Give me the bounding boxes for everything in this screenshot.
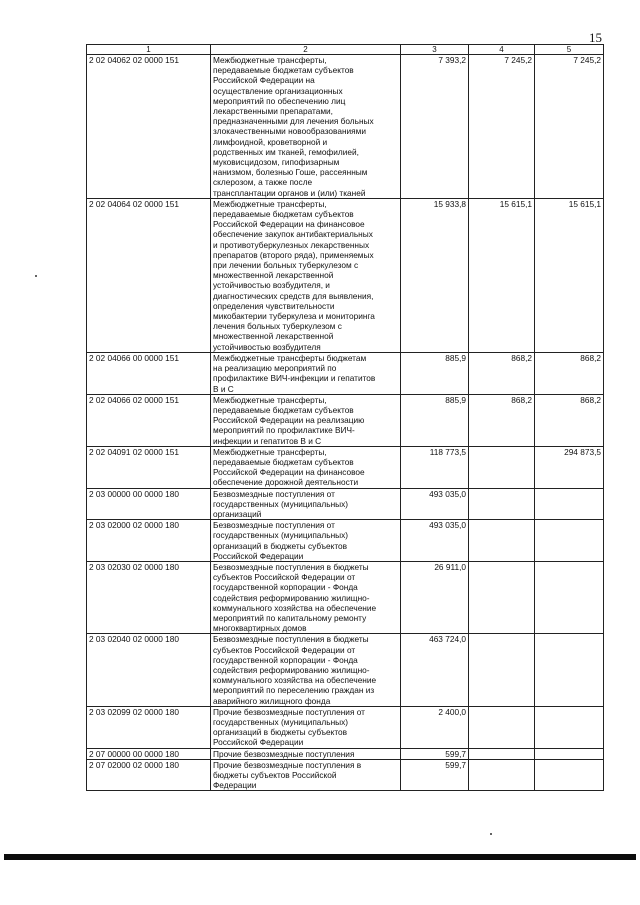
value-col5-cell [535,634,604,706]
table-row [87,748,604,759]
table-row [87,706,604,748]
budget-code-cell: 2 03 00000 00 0000 180 [87,488,211,520]
table-body [87,55,604,791]
table-row [87,759,604,791]
value-col4-cell [469,520,535,562]
value-col3-cell: 599,7 [401,748,469,759]
value-col5-cell [535,520,604,562]
budget-code-cell: 2 02 04064 02 0000 151 [87,198,211,352]
value-col5-cell [535,561,604,633]
table-row [87,198,604,352]
description-cell: Межбюджетные трансферты, передаваемые бюджетам субъектов Российской Федерации на финансовое обеспечение дорожной деятельности [211,446,401,488]
value-col3-cell: 26 911,0 [401,561,469,633]
value-col3-cell: 493 035,0 [401,488,469,520]
description-cell: Безвозмездные поступления в бюджеты субъектов Российской Федерации от государственной корпорации - Фонда содействия реформированию жилищно- коммунального хозяйства на обеспечение мероприятий по капитальному ремонту многоквартирных домов [211,561,401,633]
value-col4-cell [469,561,535,633]
value-col4-cell [469,488,535,520]
value-col3-cell: 463 724,0 [401,634,469,706]
budget-code-cell: 2 02 04091 02 0000 151 [87,446,211,488]
value-col5-cell [535,488,604,520]
value-col3-cell: 7 393,2 [401,55,469,199]
budget-code-cell: 2 07 02000 02 0000 180 [87,759,211,791]
description-cell: Межбюджетные трансферты бюджетам на реализацию мероприятий по профилактике ВИЧ-инфекции и гепатитов В и С [211,352,401,394]
table-row [87,561,604,633]
scan-speck [35,275,37,277]
description-cell: Межбюджетные трансферты, передаваемые бюджетам субъектов Российской Федерации на реализацию мероприятий по профилактике ВИЧ- инфекции и гепатитов В и С [211,394,401,446]
value-col4-cell: 15 615,1 [469,198,535,352]
description-cell: Межбюджетные трансферты, передаваемые бюджетам субъектов Российской Федерации на осуществление организационных мероприятий по обеспечению лиц лекарственными препаратами, предназначенными для лечения больных злокачественными новообразованиями лимфоидной, кроветворной и родственных им тканей, гемофилией, муковисцидозом, гипофизарным нанизмом, болезнью Гоше, рассеянным склерозом, а также после трансплантации органов и (или) тканей [211,55,401,199]
value-col5-cell: 7 245,2 [535,55,604,199]
budget-revenue-table [86,44,604,791]
table-row [87,520,604,562]
table-row [87,634,604,706]
table-header-row [87,45,604,55]
value-col5-cell [535,748,604,759]
bottom-border-line [4,854,636,860]
value-col4-cell [469,748,535,759]
description-cell: Прочие безвозмездные поступления [211,748,401,759]
budget-code-cell: 2 02 04066 02 0000 151 [87,394,211,446]
budget-code-cell: 2 03 02040 02 0000 180 [87,634,211,706]
table-row [87,446,604,488]
value-col5-cell [535,759,604,791]
column-header-code: 1 [87,45,211,55]
budget-code-cell: 2 03 02030 02 0000 180 [87,561,211,633]
description-cell: Безвозмездные поступления от государственных (муниципальных) организаций [211,488,401,520]
description-cell: Прочие безвозмездные поступления от государственных (муниципальных) организаций в бюджеты субъектов Российской Федерации [211,706,401,748]
value-col4-cell [469,446,535,488]
column-header-value-5: 5 [535,45,604,55]
table-row [87,352,604,394]
budget-code-cell: 2 03 02000 02 0000 180 [87,520,211,562]
value-col3-cell: 885,9 [401,394,469,446]
column-header-description: 2 [211,45,401,55]
budget-code-cell: 2 02 04066 00 0000 151 [87,352,211,394]
value-col5-cell: 868,2 [535,352,604,394]
column-header-value-3: 3 [401,45,469,55]
column-header-value-4: 4 [469,45,535,55]
value-col4-cell: 7 245,2 [469,55,535,199]
budget-code-cell: 2 02 04062 02 0000 151 [87,55,211,199]
value-col3-cell: 118 773,5 [401,446,469,488]
table-row [87,55,604,199]
description-cell: Безвозмездные поступления в бюджеты субъектов Российской Федерации от государственной корпорации - Фонда содействия реформированию жилищно- коммунального хозяйства на обеспечение мероприятий по переселению граждан из аварийного жилищного фонда [211,634,401,706]
value-col3-cell: 15 933,8 [401,198,469,352]
table-row [87,488,604,520]
value-col4-cell [469,706,535,748]
description-cell: Безвозмездные поступления от государственных (муниципальных) организаций в бюджеты субъектов Российской Федерации [211,520,401,562]
page-number: 15 [589,30,602,45]
value-col5-cell: 294 873,5 [535,446,604,488]
value-col3-cell: 885,9 [401,352,469,394]
description-cell: Межбюджетные трансферты, передаваемые бюджетам субъектов Российской Федерации на финансовое обеспечение закупок антибактериальных и противотуберкулезных лекарственных препаратов (второго ряда), применяемых при лечении больных туберкулезом с множественной лекарственной устойчивостью возбудителя, и диагностических средств для выявления, определения чувствительности микобактерии туберкулеза и мониторинга лечения больных туберкулезом с множественной лекарственной устойчивостью возбудителя [211,198,401,352]
budget-code-cell: 2 03 02099 02 0000 180 [87,706,211,748]
value-col5-cell: 868,2 [535,394,604,446]
value-col4-cell [469,634,535,706]
table-row [87,394,604,446]
value-col4-cell [469,759,535,791]
description-cell: Прочие безвозмездные поступления в бюджеты субъектов Российской Федерации [211,759,401,791]
budget-code-cell: 2 07 00000 00 0000 180 [87,748,211,759]
value-col3-cell: 599,7 [401,759,469,791]
value-col3-cell: 493 035,0 [401,520,469,562]
value-col5-cell: 15 615,1 [535,198,604,352]
value-col5-cell [535,706,604,748]
value-col3-cell: 2 400,0 [401,706,469,748]
value-col4-cell: 868,2 [469,352,535,394]
value-col4-cell: 868,2 [469,394,535,446]
scan-speck [490,833,492,835]
